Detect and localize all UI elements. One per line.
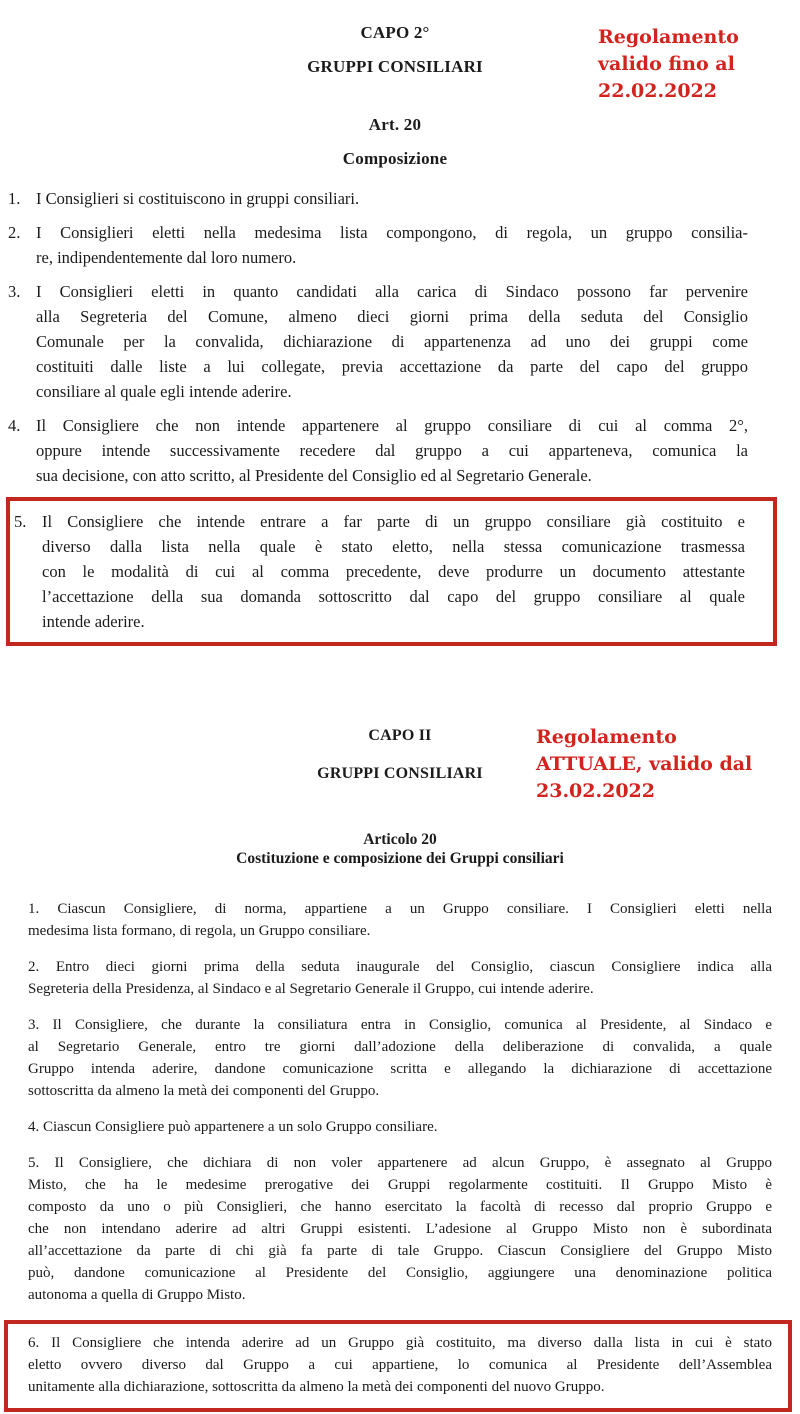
highlight-box-old	[6, 497, 777, 646]
text-line: 6. Il Consigliere che intenda aderire ad un Gruppo già costituito, ma diverso dalla lista in cui è stato	[28, 1335, 772, 1351]
old-regulation-item-2	[8, 220, 748, 270]
old-chapter-title: CAPO 2°	[360, 23, 430, 42]
new-regulation-paragraph-3	[28, 1014, 772, 1102]
new-regulation-paragraph-2	[28, 956, 772, 1000]
new-regulation-paragraph-6	[28, 1332, 772, 1398]
highlight-box-new	[4, 1320, 792, 1412]
text-line: costituiti dalle liste a lui collegate, previa accettazione da parte del capo del gruppo	[36, 357, 748, 376]
text-line: I Consiglieri si costituiscono in gruppi consiliari.	[36, 189, 360, 208]
text-line: 2. Entro dieci giorni prima della seduta inaugurale del Consiglio, ciascun Consigliere indica alla	[28, 959, 772, 975]
old-regulation-item-3	[8, 279, 748, 404]
text-line: con le modalità di cui al comma precedente, deve produrre un documento attestante	[42, 562, 745, 581]
new-regulation-validity-annotation	[536, 724, 752, 805]
text-line: 4. Ciascun Consigliere può appartenere a un solo Gruppo consiliare.	[28, 1119, 438, 1135]
text-line: sua decisione, con atto scritto, al Presidente del Consiglio ed al Segretario Generale.	[36, 466, 592, 485]
text-line: può, dandone comunicazione al Presidente del Consiglio, aggiungere una denominazione politica	[28, 1265, 772, 1281]
text-line: medesima lista formano, di regola, un Gruppo consiliare.	[28, 923, 371, 939]
text-line: Misto, che ha le medesime prerogative dei Gruppi regolarmente costituiti. Il Gruppo Misto è	[28, 1177, 772, 1193]
old-regulation-validity-annotation	[598, 24, 739, 105]
new-regulation-paragraph-4	[28, 1116, 772, 1138]
new-article-subtitle: Costituzione e composizione dei Gruppi consiliari	[236, 850, 564, 867]
text-line: 3. Il Consigliere, che durante la consiliatura entra in Consiglio, comunica al Presidente, al Sindaco e	[28, 1017, 772, 1033]
new-chapter-subtitle: GRUPPI CONSILIARI	[317, 765, 483, 782]
text-line: 5. Il Consigliere, che dichiara di non voler appartenere ad alcun Gruppo, è assegnato al Gruppo	[28, 1155, 772, 1171]
annotation-line: ATTUALE, valido dal	[536, 753, 753, 775]
item-number: 5.	[14, 512, 27, 531]
text-line: 1. Ciascun Consigliere, di norma, appartiene a un Gruppo consiliare. I Consiglieri eletti nella	[28, 901, 772, 917]
text-line: alla Segreteria del Comune, almeno dieci giorni prima della seduta del Consiglio	[36, 307, 748, 326]
new-article-title: Articolo 20	[363, 831, 437, 848]
annotation-line: 23.02.2022	[536, 780, 655, 802]
text-line: sottoscritta da almeno la metà dei componenti del Gruppo.	[28, 1083, 380, 1099]
text-line: Segreteria della Presidenza, al Sindaco e al Segretario Generale il Gruppo, cui intende aderire.	[28, 981, 594, 997]
text-line: re, indipendentemente dal loro numero.	[36, 248, 297, 267]
text-line: I Consiglieri eletti in quanto candidati alla carica di Sindaco possono far pervenire	[36, 282, 748, 301]
annotation-line: Regolamento	[536, 726, 677, 748]
item-number: 4.	[8, 416, 21, 435]
text-line: autonoma a quella di Gruppo Misto.	[28, 1287, 246, 1303]
text-line: consiliare al quale egli intende aderire.	[36, 382, 292, 401]
text-line: l’accettazione della sua domanda sottoscritto dal capo del gruppo consiliare al quale	[42, 587, 745, 606]
annotation-line: Regolamento	[598, 26, 739, 48]
text-line: che non intendano aderire ad altri Gruppi esistenti. L’adesione al Gruppo Misto non è subordinata	[28, 1221, 772, 1237]
text-line: composto da uno o più Consiglieri, che hanno esercitato la facoltà di recesso dal proprio Gruppo e	[28, 1199, 772, 1215]
text-line: Il Consigliere che non intende appartenere al gruppo consiliare di cui al comma 2°,	[36, 416, 748, 435]
old-article-title: Art. 20	[368, 115, 422, 134]
text-line: Il Consigliere che intende entrare a far parte di un gruppo consiliare già costituito e	[42, 512, 745, 531]
text-line: Gruppo intenda aderire, dandone comunicazione scritta e allegando la dichiarazione di accettazione	[28, 1061, 772, 1077]
text-line: Comunale per la convalida, dichiarazione di appartenenza ad uno dei gruppi come	[36, 332, 748, 351]
text-line: I Consiglieri eletti nella medesima lista compongono, di regola, un gruppo consilia-	[36, 223, 748, 242]
item-number: 3.	[8, 282, 21, 301]
new-regulation-paragraph-5	[28, 1152, 772, 1306]
new-regulation-section	[28, 726, 772, 1412]
text-line: al Segretario Generale, entro tre giorni dall’adozione della deliberazione di convalida, a quale	[28, 1039, 772, 1055]
old-article-subtitle: Composizione	[342, 149, 448, 168]
annotation-line: 22.02.2022	[598, 80, 717, 102]
text-line: diverso dalla lista nella quale è stato eletto, nella stessa comunicazione trasmessa	[42, 537, 745, 556]
item-number: 2.	[8, 223, 21, 242]
new-regulation-paragraph-1	[28, 898, 772, 942]
old-regulation-item-4	[8, 413, 748, 488]
text-line: intende aderire.	[42, 612, 145, 631]
old-regulation-item-5	[14, 509, 745, 634]
text-line: oppure intende successivamente recedere dal gruppo a cui apparteneva, comunica la	[36, 441, 748, 460]
text-line: eletto ovvero diverso dal Gruppo a cui appartiene, lo comunica al Presidente dell’Assemblea	[28, 1357, 772, 1373]
old-regulation-items	[8, 186, 748, 646]
new-chapter-title: CAPO II	[368, 727, 432, 744]
item-number: 1.	[8, 189, 21, 208]
text-line: all’accettazione da parte di chi già fa parte di tale Gruppo. Ciascun Consigliere del Gruppo Misto	[28, 1243, 772, 1259]
old-regulation-item-1	[8, 186, 748, 211]
annotation-line: valido fino al	[598, 53, 735, 75]
old-chapter-subtitle: GRUPPI CONSILIARI	[307, 57, 483, 76]
new-regulation-paragraphs	[28, 898, 772, 1412]
text-line: unitamente alla dichiarazione, sottoscritta da almeno la metà dei componenti del nuovo Gruppo.	[28, 1379, 605, 1395]
